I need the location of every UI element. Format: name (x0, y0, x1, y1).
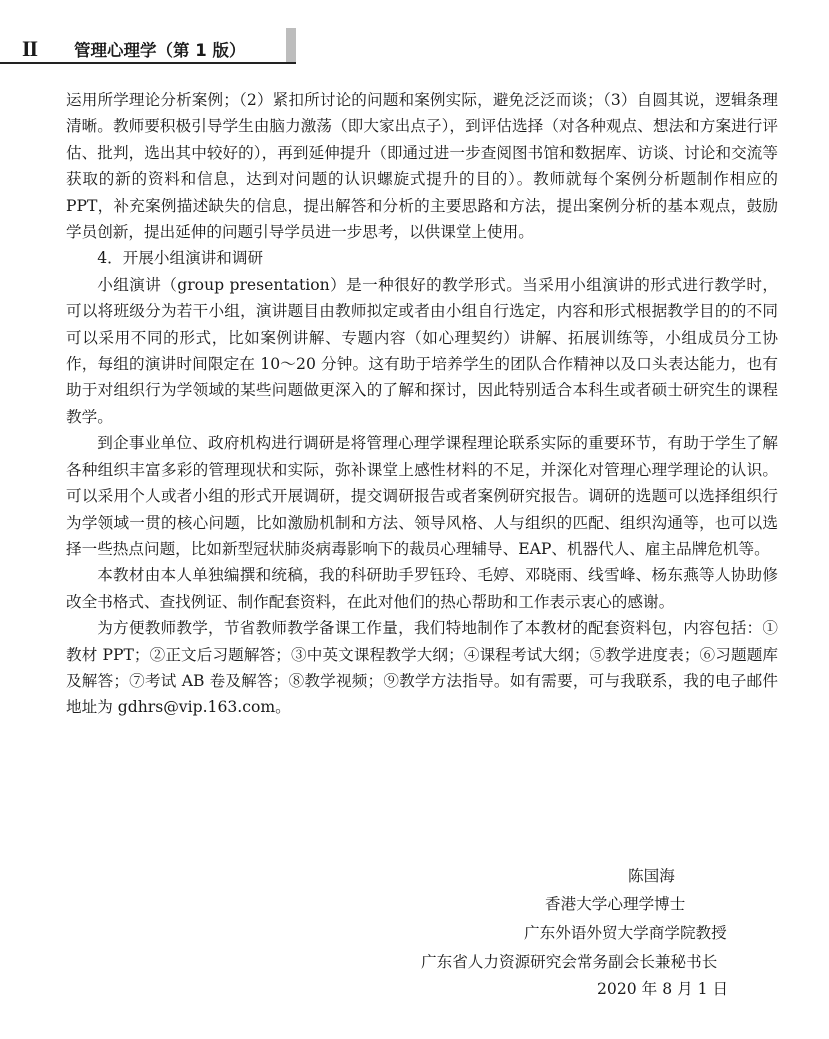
author-title-professor: 广东外语外贸大学商学院教授 (524, 924, 727, 942)
author-name: 陈国海 (628, 867, 675, 885)
running-header (0, 28, 296, 63)
paragraph-group-presentation: 小组演讲（group presentation）是一种很好的教学形式。当采用小组演讲的形式进行教学时，可以将班级分为若干小组，演讲题目由教师拟定或者由小组自行选定，内容和形式根据教学目的的不同可以采用不同的形式，比如案例讲解、专题内容（如心理契约）讲解、拓展训练等，小组成员分工协作，每组的演讲时间限定在 10～20 分钟。这有助于培养学生的团队合作精神以及口头表达能力，也有助于对组织行为学领域的某些问题做更深入的了解和探讨，因此特别适合本科生或者硕士研究生的课程教学。 (66, 275, 778, 426)
paragraph-acknowledgement: 本教材由本人单独编撰和统稿，我的科研助手罗钰玲、毛婷、邓晓雨、线雪峰、杨东燕等人协助修改全书格式、查找例证、制作配套资料，在此对他们的热心帮助和工作表示衷心的感谢。 (66, 566, 778, 611)
signature-date: 2020 年 8 月 1 日 (597, 980, 729, 998)
body-text (66, 87, 778, 721)
author-title-phd: 香港大学心理学博士 (545, 895, 686, 913)
section-heading-presentation: 4．开展小组演讲和调研 (97, 249, 264, 268)
author-title-association: 广东省人力资源研究会常务副会长兼秘书长 (421, 953, 718, 971)
paragraph-case-analysis: 运用所学理论分析案例；（2）紧扣所讨论的问题和案例实际，避免泛泛而谈；（3）自圆其说，逻辑条理清晰。教师要积极引导学生由脑力激荡（即大家出点子），到评估选择（对各种观点、想法和方案进行评估、批判，选出其中较好的），再到延伸提升（即通过进一步查阅图书馆和数据库、访谈、讨论和交流等获取的新的资料和信息，达到对问题的认识螺旋式提升的目的）。教师就每个案例分析题制作相应的 PPT，补充案例描述缺失的信息，提出解答和分析的主要思路和方法，提出案例分析的基本观点，鼓励学员创新，提出延伸的问题引导学员进一步思考，以供课堂上使用。 (66, 91, 778, 242)
paragraph-field-research: 到企事业单位、政府机构进行调研是将管理心理学课程理论联系实际的重要环节，有助于学生了解各种组织丰富多彩的管理现状和实际，弥补课堂上感性材料的不足，并深化对管理心理学理论的认识。可以采用个人或者小组的形式开展调研，提交调研报告或者案例研究报告。调研的选题可以选择组织行为学领域一贯的核心问题，比如激励机制和方法、领导风格、人与组织的匹配、组织沟通等，也可以选择一些热点问题，比如新型冠状肺炎病毒影响下的裁员心理辅导、EAP、机器代人、雇主品牌危机等。 (66, 434, 778, 558)
header-rule (0, 62, 296, 64)
paragraph-resources: 为方便教师教学，节省教师教学备课工作量，我们特地制作了本教材的配套资料包，内容包括：①教材 PPT；②正文后习题解答；③中英文课程教学大纲；④课程考试大纲；⑤教学进度表；⑥习题题库及解答；⑦考试 AB 卷及解答；⑧教学视频；⑨教学方法指导。如有需要，可与我联系，我的电子邮件地址为 gdhrs@vip.163.com。 (66, 619, 778, 717)
book-title: 管理心理学（第 1 版） (74, 41, 246, 60)
header-tab (286, 28, 296, 63)
page-numeral: II (22, 36, 38, 61)
